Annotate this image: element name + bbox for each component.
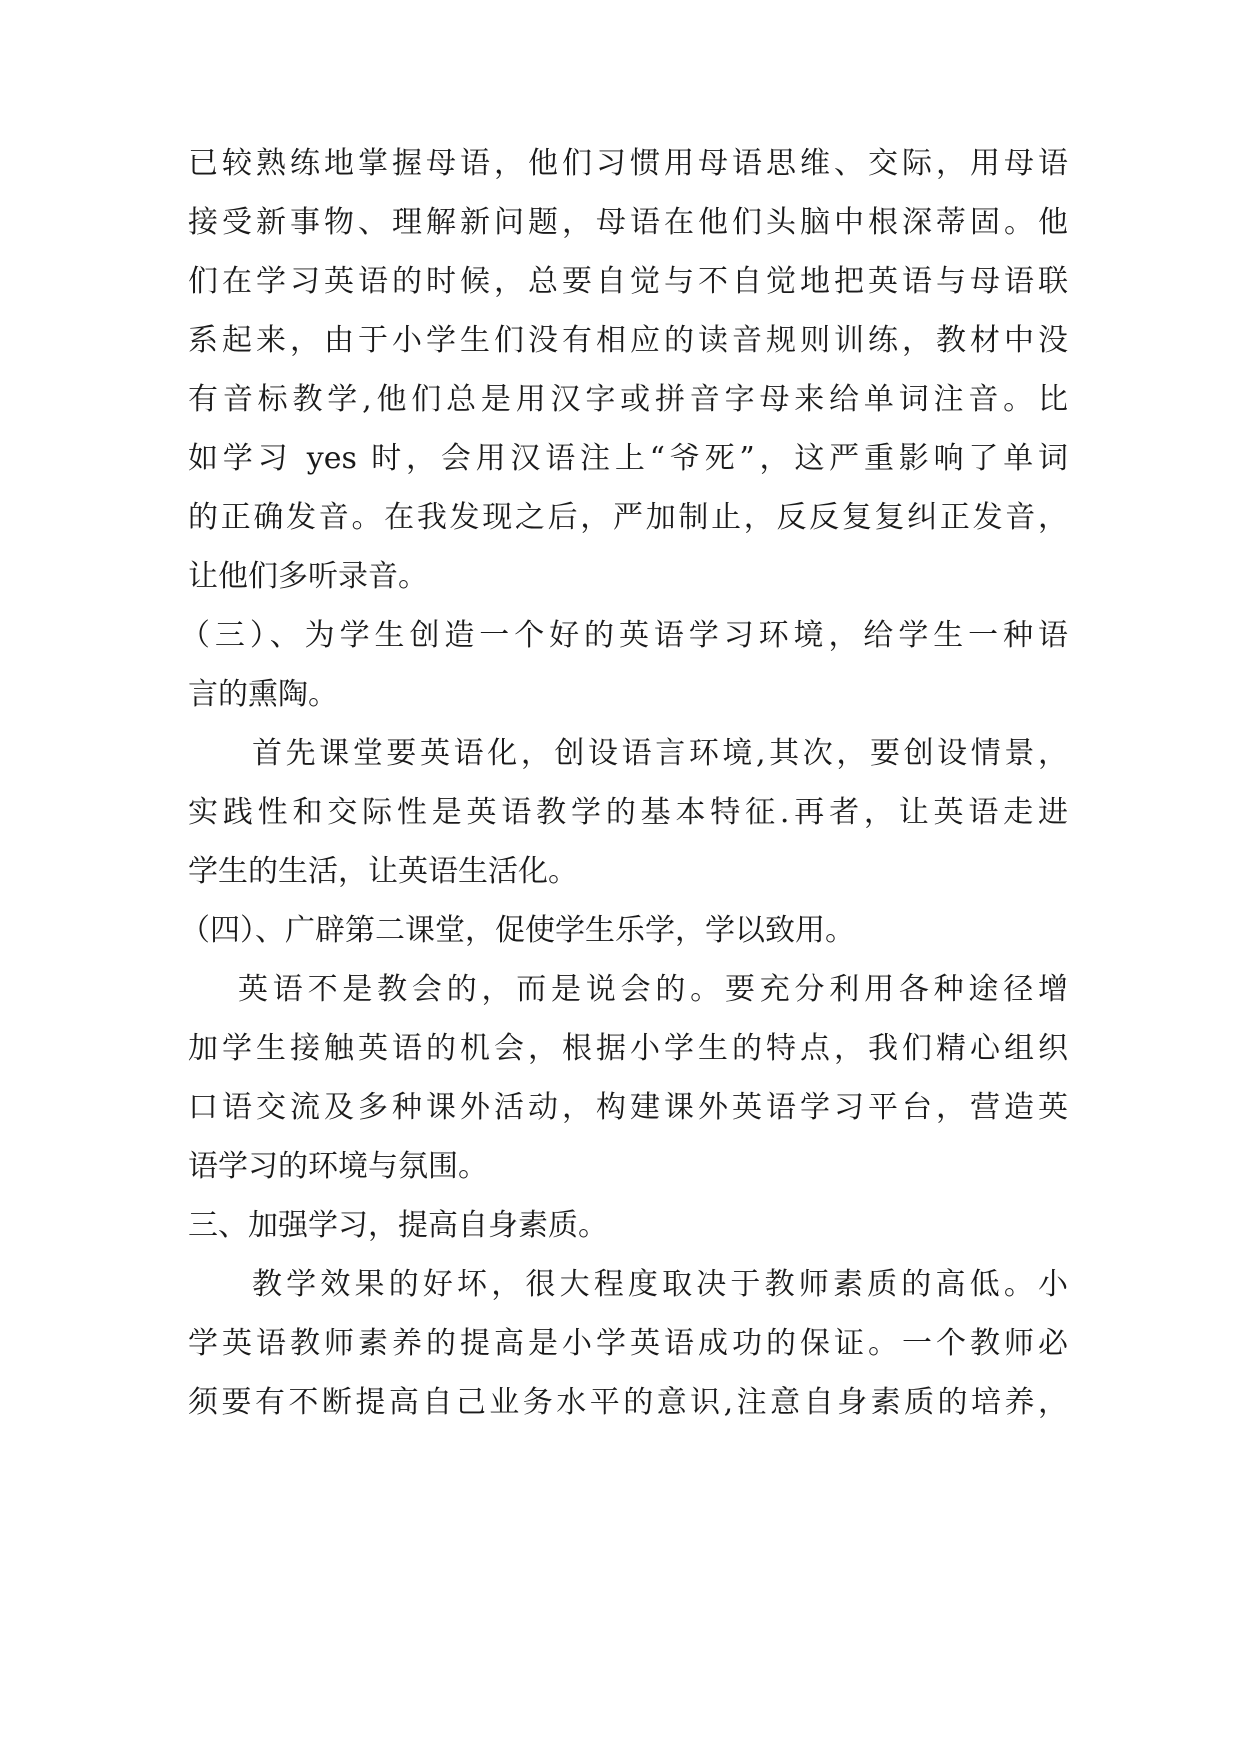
section-title-line: 三、加强学习，提高自身素质。 [188, 1208, 608, 1243]
body-text-line: 有音标教学,他们总是用汉字或拼音字母来给单词注音。比 [188, 382, 1068, 417]
body-text-line: 们在学习英语的时候，总要自觉与不自觉地把英语与母语联 [188, 264, 1068, 299]
body-text-line: 须要有不断提高自己业务水平的意识,注意自身素质的培养， [188, 1385, 1068, 1420]
section-heading-line: 言的熏陶。 [188, 677, 338, 712]
body-text-line: 口语交流及多种课外活动，构建课外英语学习平台，营造英 [188, 1090, 1068, 1125]
body-text-line: 的正确发音。在我发现之后，严加制止，反反复复纠正发音， [188, 500, 1068, 535]
body-text-line: 学英语教师素养的提高是小学英语成功的保证。一个教师必 [188, 1326, 1068, 1361]
body-text-line: 实践性和交际性是英语教学的基本特征.再者，让英语走进 [188, 795, 1068, 830]
section-heading-line: （三）、为学生创造一个好的英语学习环境，给学生一种语 [180, 618, 1068, 653]
body-text-line: 英语不是教会的，而是说会的。要充分利用各种途径增 [238, 972, 1068, 1007]
body-text-line: 语学习的环境与氛围。 [188, 1149, 488, 1184]
body-text-line: 已较熟练地掌握母语，他们习惯用母语思维、交际，用母语 [188, 146, 1068, 181]
body-text-line: 接受新事物、理解新问题，母语在他们头脑中根深蒂固。他 [188, 205, 1068, 240]
body-text-line: 如学习 yes 时，会用汉语注上“爷死”，这严重影响了单词 [188, 441, 1068, 476]
body-text-line: 加学生接触英语的机会，根据小学生的特点，我们精心组织 [188, 1031, 1068, 1066]
body-text-line: 首先课堂要英语化，创设语言环境,其次，要创设情景， [252, 736, 1068, 771]
body-text-line: 学生的生活，让英语生活化。 [188, 854, 578, 889]
section-heading-line: （四）、广辟第二课堂，促使学生乐学，学以致用。 [180, 913, 855, 948]
body-text-line: 系起来，由于小学生们没有相应的读音规则训练，教材中没 [188, 323, 1068, 358]
body-text-line: 教学效果的好坏，很大程度取决于教师素质的高低。小 [252, 1267, 1068, 1302]
body-text-line: 让他们多听录音。 [188, 559, 428, 594]
